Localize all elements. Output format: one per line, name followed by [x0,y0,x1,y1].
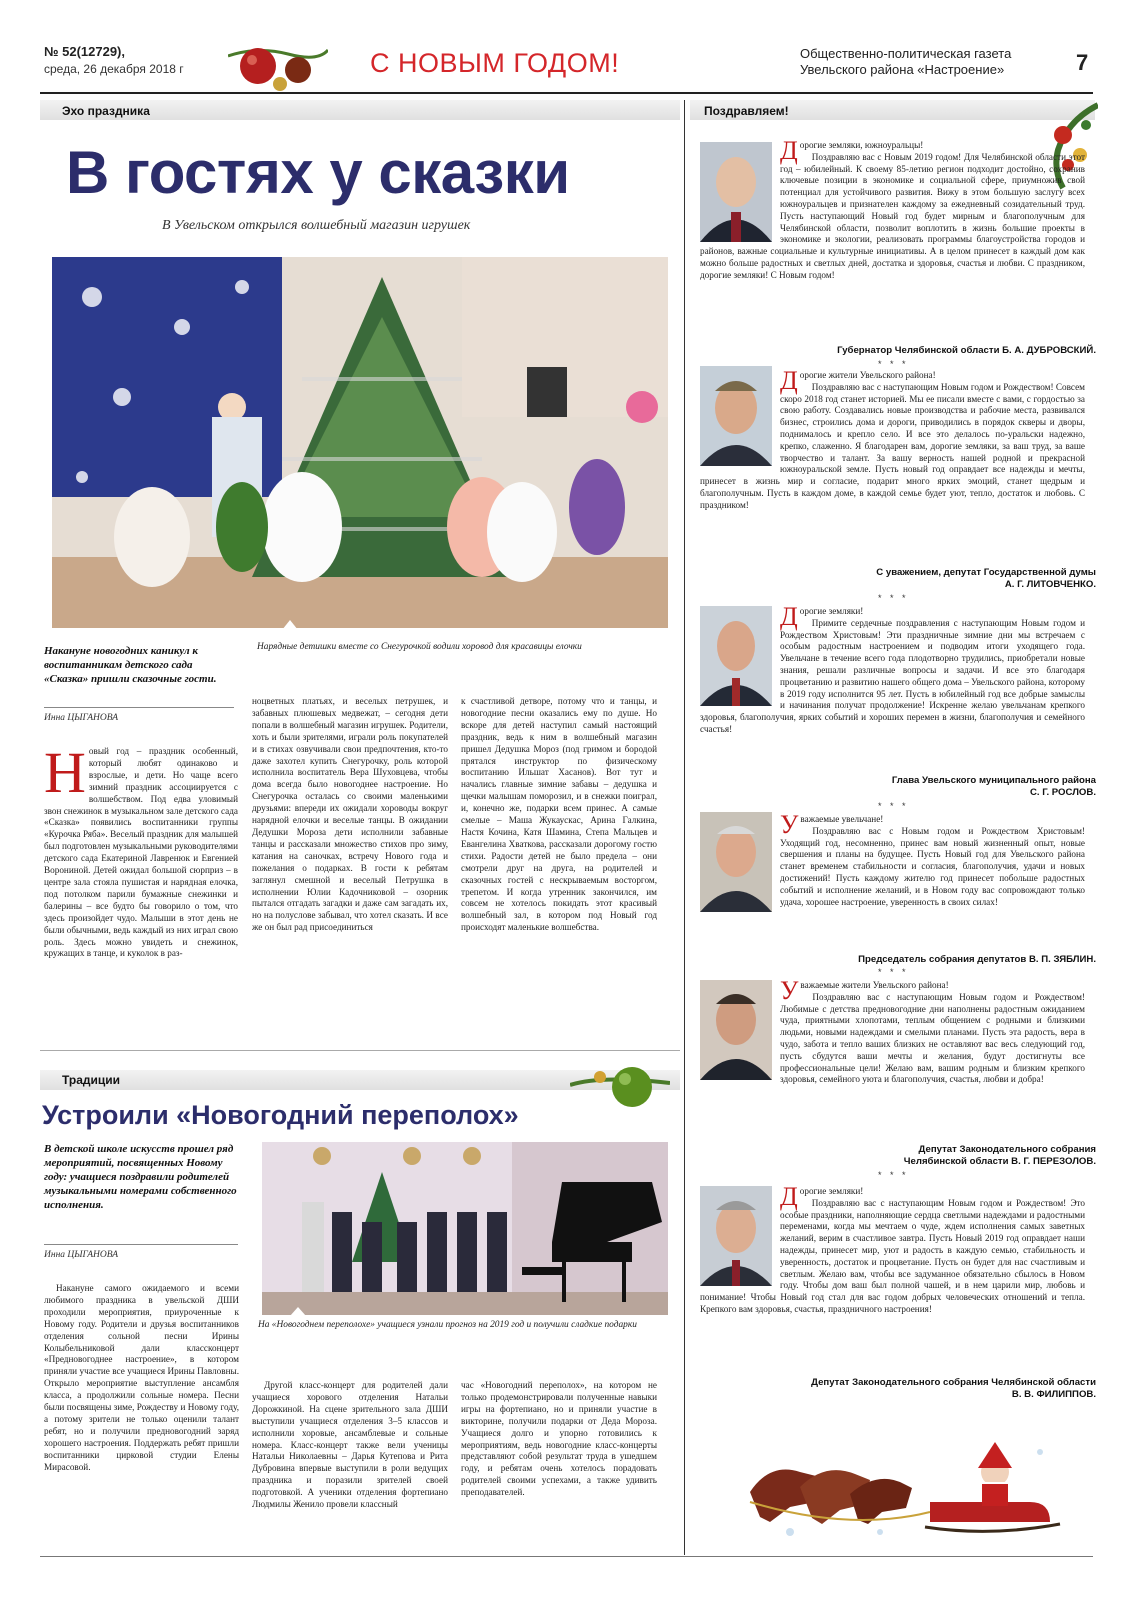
separator-stars: * * * [878,1170,909,1180]
ornament-baubles-icon [228,36,328,96]
greeting-6-signature-line1: Депутат Законодательного собрания Челябинской области [811,1377,1096,1388]
troika-santa-illustration [730,1432,1080,1542]
separator-stars: * * * [878,967,909,977]
holiday-banner: С НОВЫМ ГОДОМ! [370,48,620,78]
article2-column1: Накануне самого ожидаемого и всеми любимого праздника в увельской ДШИ проходили мероприятия, приуроченные к Новому году. Родители и друзья воспитанников отделения сольной песни Ирины Колыбельниковой дали классконцерт «Предновогоднее настроение», в котором приняли участие все учащиеся Ирины Павловны. Открыло мероприятие выступление ансамбля класса, а продолжили сольные номера. Песни были посвящены зиме, Рождеству и Новому году, а потому зрители не только оценили талант ребят, но и получили предновогодний заряд хорошего настроения. Поддержать ребят пришли воспитанники цирковой студии Елены Мирасовой. [44,1283,239,1472]
article2-column2: Другой класс-концерт для родителей дали учащиеся хорового отделения Натальи Дорожкиной. На сцене зрительного зала ДШИ выступили учащиеся отделения 3–5 классов и исполнили хоровые, ансамблевые и сольные номера. Класс-концерт также вели ученицы Натальи Николаевны – Дарья Кутепова и Рита Дубровина впервые выступили в роли ведущих праздника и поразили зрителей своей подготовкой. А ученики отделения фортепиано Людмилы Женило провели классный [252,1380,448,1510]
article1-column3: к счастливой детворе, потому что и танцы, и новогодние песни оказались ему по душе. Но вскоре для детей наступил самый настоящий праздник, ведь к ним в волшебный магазин пришел Дедушка Мороз (под гримом и бородой прятался инструктор по физическому воспитанию Ильшат Хасанов). Вот тут и начались главные зимние забавы – дедушка и щечки малышам поморозил, и в снежки поиграл, и, конечно же, подарки всем принес. А самые смелые – Маша Жукаускас, Арина Галкина, Настя Кочина, Катя Шамина, Степа Мальцев и Евангелина Хваткова, рассказали дорогому гостю стихи. Радости детей не было предела – они смотрели друг на друга, на родителей и сказочных гостей с нескрываемым восторгом, трепетом. И когда утренник закончился, им совсем не хотелось покидать этот красивый волшебный зал, в котором под Новый год происходят маленькие волшебства. [461,696,657,933]
greeting-4-signature: Председатель собрания депутатов В. П. ЗЯБЛИН. [858,954,1096,965]
article1-subtitle: В Увельском открылся волшебный магазин игрушек [162,218,471,233]
greeting-5: Уважаемые жители Увельского района! Поздравляю вас с наступающим Новым годом и Рождеством! Любимые с детства предновогодние дни наполнены радостным ожиданием чуда, приятными хлопотами, теплым общением с родными и близкими людьми, новыми надеждами и смелыми планами. Пусть эта радость, вера в чудо, забота и тепло ваших близких не оставляют вас весь следующий год, пусть сбудутся ваши мечты и желания, будут достигнуты все профессиональные цели! Желаю вам, вашим родным и близким крепкого здоровья, семейного уюта и благополучия, счастья, любви и добра! [780,976,1085,1085]
greeting-2-signature-line2: А. Г. ЛИТОВЧЕНКО. [1004,579,1096,590]
paper-name-line1: Общественно-политическая газета [800,46,1012,61]
article1-title: В гостях у сказки [66,139,570,206]
article2-author: Инна ЦЫГАНОВА [44,1250,119,1260]
greeting-3-signature-line2: С. Г. РОСЛОВ. [1029,787,1096,798]
greeting-2-signature-line1: С уважением, депутат Государственной думы [876,567,1096,578]
issue-number: № 52(12729), [44,44,125,59]
article2-column3: час «Новогодний переполох», на котором не только продемонстрировали полученные навыки игры на фортепиано, но и приняли участие в викторине, получили подарки от Деда Мороза. Учащиеся долго и упорно готовились к мероприятиям, ведь новогодние класс-концерты представляют собой результат труда в ушедшем году, и ребятам очень хотелось порадовать родителей своими успехами, а также удивить преподавателей. [461,1380,657,1498]
article2-lead: В детской школе искусств прошел ряд мероприятий, посвященных Новому году: учащиеся поздравили родителей музыкальными номерами собственного исполнения. [44,1143,237,1211]
section-label-traditions: Традиции [62,1073,121,1087]
issue-date: среда, 26 декабря 2018 г [44,62,184,76]
page-number: 7 [1076,50,1089,75]
greeting-4: Уважаемые увельчане! Поздравляю вас с Новым годом и Рождеством Христовым! Уходящий год, несомненно, принес вам новый жизненный опыт, новые свершения и планы на будущее. Пусть Новый год для Увельского района станет временем стабильности и согласия, благополучия, удачи и новых достижений! Пусть каждому жителю год принесет побольше радостных событий и исполнение желаний, и в Новом году вас сопровождают только удача, хорошее настроение, уверенность в своих силах! [780,810,1085,907]
ornament-green-bauble-icon [570,1055,670,1115]
article1-lead: Накануне новогодних каникул к воспитанникам детского сада «Сказка» пришли сказочные гости. [44,645,217,685]
greeting-6: Дорогие земляки! Поздравляю вас с наступающим Новым годом и Рождеством! Это особые праздники, наполняющие сердца светлыми надеждами и радостными переменами, когда мы мечтаем о чуде, ждем исполнения самых заветных желаний, верим в счастливое завтра. Пусть Новый 2019 год оправдает наши надежды, принесет мир, уют и радость в каждую семью, стабильность и уверенность, достаток и процветание. Пусть он будет для нас счастливым и светлым. Желаю вам, чтобы все задуманное обязательно сбылось в Новом году. Чтобы дом ваш был полной чашей, и в нем царили мир, любовь и понимание! Чтобы Новый год стал для вас годом добрых человеческих отношений и тепла. Крепкого вам здоровья, счастья, праздничного настроения! [700,1182,1085,1314]
article2-photo-caption: На «Новогоднем переполохе» учащиеся узнали прогноз на 2019 год и получили сладкие подарки [258,1320,637,1330]
separator-stars: * * * [878,801,909,811]
greeting-3-signature-line1: Глава Увельского муниципального района [891,775,1096,786]
article1-photo-caption: Нарядные детишки вместе со Снегурочкой водили хоровод для красавицы елочки [257,642,582,652]
greeting-5-signature-line1: Депутат Законодательного собрания [918,1144,1096,1155]
section-label-echo: Эхо праздника [62,104,150,118]
paper-name-line2: Увельского района «Настроение» [800,62,1005,77]
article1-author: Инна ЦЫГАНОВА [44,713,119,723]
masthead [40,40,1093,90]
greeting-1-signature: Губернатор Челябинской области Б. А. ДУБРОВСКИЙ. [837,345,1096,356]
separator-stars: * * * [878,359,909,369]
greeting-5-signature-line2: Челябинской области В. Г. ПЕРЕЗОЛОВ. [903,1156,1096,1167]
music-school-photo [262,1142,668,1315]
kindergarten-party-photo [52,257,668,628]
caption-pointer-icon [290,1307,306,1316]
section-label-greetings: Поздравляем! [704,104,789,118]
greeting-6-signature-line2: В. В. ФИЛИППОВ. [1011,1389,1096,1400]
dropcap: Н [44,746,86,805]
greeting-1: Дорогие земляки, южноуральцы! Поздравляю вас с Новым 2019 годом! Для Челябинской области этот год – юбилейный. К своему 85-летию регион подходит достойно, сохранив ключевые позиции в экономике и социальной сфере, приумножив свой потенциал для устойчивого развития. Вижу в этом большую заслугу всех южноуральцев и признателен каждому за ежедневный созидательный труд. Пусть наступающий Новый год будет мирным и благополучным для Челябинской области, позволит воплотить в жизнь большие проекты в экономике и экологии, реализовать программы благоустройства городов и районов, важные социальные и культурные инициативы. А в целом принесет в каждый дом как можно больше радостных и светлых дней, достатка и здоровья, счастья и любви. С праздником, дорогие земляки! С Новым годом! [700,136,1085,280]
greeting-3: Дорогие земляки! Примите сердечные поздравления с наступающим Новым годом и Рождеством Христовым! Эти праздничные зимние дни мы встречаем с особым радостным настроением и подводим итоги уходящего года. Увельчане в течение всего года плодотворно трудились, приобретали новые знания, решали различные вопросы и задачи. И все это благодаря процветанию и развитию нашего общего дома – Увельского района, которому в 2019 году исполнится 95 лет. Пусть в юбилейный год все добрые замыслы и начинания получат продолжение! Искренне желаю увельчанам крепкого здоровья, благополучия, ярких событий и хороших перемен в жизни, благополучия и семейного счастья! [700,602,1085,734]
article1-column1: Новый год – праздник особенный, который любят одинаково и взрослые, и дети. Но чаще всего зимний праздник ассоциируется с волшебством. Под едва уловимый звон снежинок в музыкальном зале детского сада «Сказка» появились воспитанники группы «Курочка Ряба». Веселый праздник для малышей был подготовлен музыкальными руководителями детского сада Екатериной Лавренюк и Евгенией Ворониной. Детей ожидал большой сюрприз – в центре зала стояла пушистая и нарядная елочка, под потолком парили бумажные снежинки и балерины – все будто бы говорило о том, что здесь произойдет чудо. Малыши в этот день не были обычными, ведь каждый из них играл свою роль. Здесь можно увидеть и снежинок, кружащих в танце, и куколок в раз- [44,746,238,959]
caption-pointer-icon [282,620,298,630]
article1-column2: ноцветных платьях, и веселых петрушек, и забавных плюшевых медвежат, – сегодня дети попали в волшебный магазин игрушек. Родители, хоть и были зрителями, играли роль покупателей и в стихах озвучивали свои предпочтения, кто-то даже захотел купить Снегурочку, роль которой исполнила воспитатель Вера Шуховцева, чтобы дома всегда было новогоднее настроение. Но Снегурочка осталась со своими маленькими друзьями: впереди их ожидали хороводы вокруг нарядной елочки и веселые танцы. В ожидании Дедушки Мороза дети исполнили забавные танцы и рассказали множество стихов про зиму, катания на саночках, встречу Нового года и пожелания о подарках. В гости к ребятам заглянул смешной и веселый Петрушка в исполнении Юлии Кадочниковой – озорник пытался отгадать загадки и даже сам загадать их, но на полуслове забывал, что хотел сказать. И все же он был рад присоединиться [252,696,448,933]
greeting-2: Дорогие жители Увельского района! Поздравляю вас с наступающим Новым годом и Рождеством! Совсем скоро 2018 год станет историей. Мы ее писали вместе с вами, с гордостью за свою работу. Создавались новые производства и рабочие места, развивался бизнес, строились дома и дороги, приводились в порядок скверы и дворы, поднималось и крепло село. И все это делалось по-уральски надежно, крепко, слаженно. Я благодарен вам, дорогие земляки, за ваш труд, за ваше творчество и талант. За вашу верность нашей родной и прекрасной южноуральской земле. Пусть новый год оправдает все надежды и мечты, принесет в жизнь мир и согласие, подарит много ярких эмоций, станет щедрым и благополучным. Пусть в каждом доме, в каждой семье будет уют, тепло, достаток и любовь. С праздником! [700,366,1085,510]
separator-stars: * * * [878,593,909,603]
article2-title: Устроили «Новогодний переполох» [42,1100,519,1130]
